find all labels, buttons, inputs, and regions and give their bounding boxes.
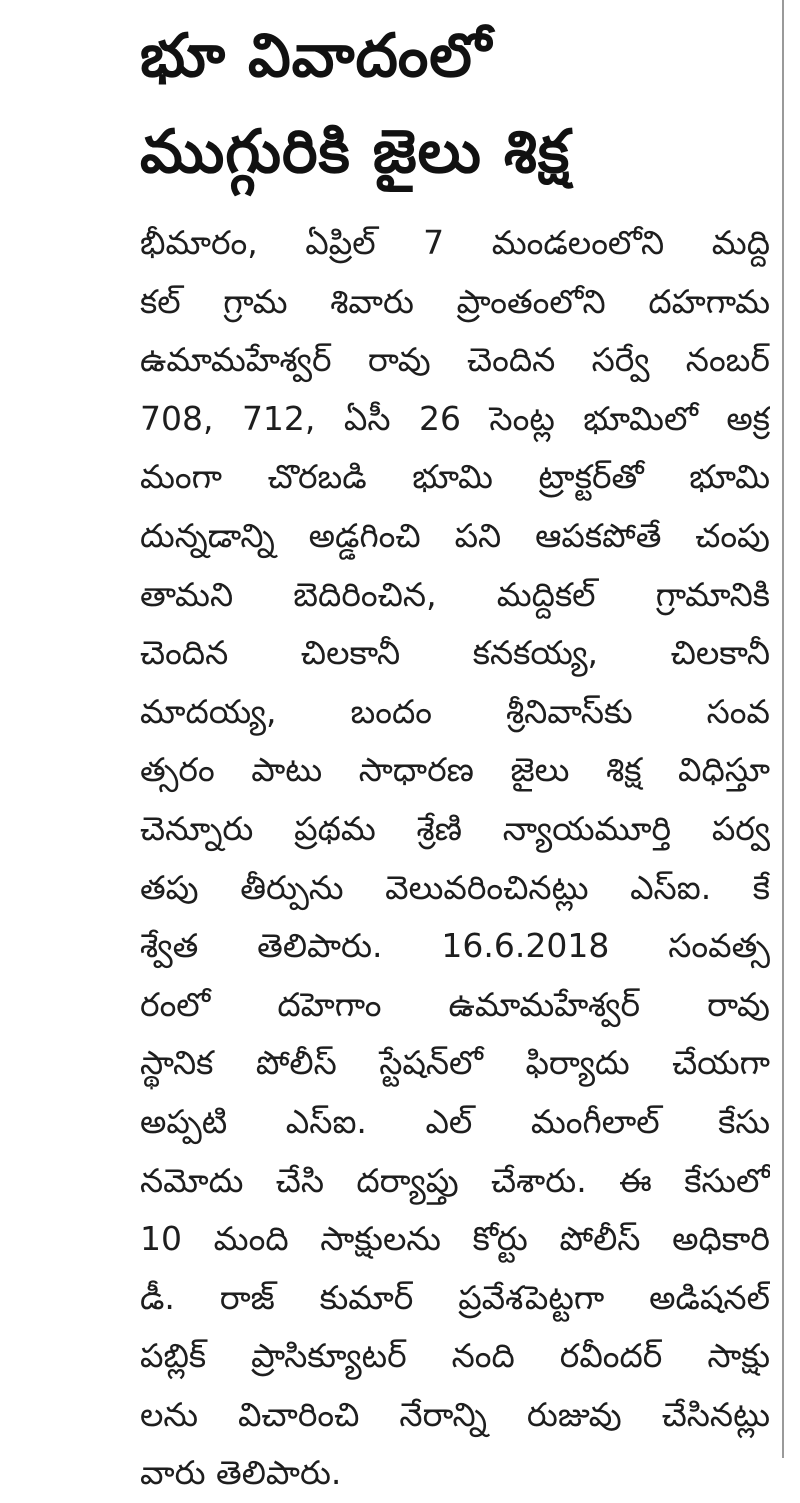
article-line: కల్ గ్రామ శివారు ప్రాంతంలోని దహగామ xyxy=(140,281,770,321)
headline-line: భూ వివాదంలో xyxy=(140,21,493,91)
article-line: ఉమామహేశ్వర్ రావు చెందిన సర్వే నంబర్ xyxy=(140,340,770,380)
article-line: శ్వేత తెలిపారు. 16.6.2018 సంవత్స xyxy=(140,926,770,966)
article-line: లను విచారించి నేరాన్ని రుజువు చేసినట్లు xyxy=(140,1394,770,1434)
article-body xyxy=(140,214,770,1503)
article-line: పబ్లిక్ ప్రాసిక్యూటర్ నంది రవీందర్ సాక్షు xyxy=(140,1336,770,1376)
article-line: డీ. రాజ్ కుమార్ ప్రవేశపెట్టగా అడిషనల్ xyxy=(140,1277,770,1317)
article-line: అప్పటి ఎస్ఐ. ఎల్ మంగీలాల్ కేసు xyxy=(140,1101,770,1141)
article-line: రంలో దహెగాం ఉమామహేశ్వర్ రావు xyxy=(140,984,770,1024)
article-line: మంగా చొరబడి భూమి ట్రాక్టర్‌తో భూమి xyxy=(140,457,770,497)
article-line: నమోదు చేసి దర్యాప్తు చేశారు. ఈ కేసులో xyxy=(140,1160,770,1200)
article-line: స్థానిక పోలీస్ స్టేషన్‌లో ఫిర్యాదు చేయగా xyxy=(140,1043,770,1083)
article-line: త్సరం పాటు సాధారణ జైలు శిక్ష విధిస్తూ xyxy=(140,750,770,790)
column-divider xyxy=(782,0,784,1458)
article-line: 10 మంది సాక్షులను కోర్టు పోలీస్ అధికారి xyxy=(140,1219,770,1259)
headline xyxy=(140,8,770,200)
article-line: వారు తెలిపారు. xyxy=(140,1453,342,1493)
article-line: తామని బెదిరించిన, మద్దికల్ గ్రామానికి xyxy=(140,574,770,614)
article-line: చెందిన చిలకానీ కనకయ్య, చిలకానీ xyxy=(140,633,770,673)
article-line: మాదయ్య, బందం శ్రీనివాస్‌కు సంవ xyxy=(140,691,770,731)
article-line: తపు తీర్పును వెలువరించినట్లు ఎస్ఐ. కే xyxy=(140,867,770,907)
article-line: భీమారం, ఏప్రిల్ 7 మండలంలోని మద్ది xyxy=(140,223,770,262)
headline-line: ముగ్గురికి జైలు శిక్ష xyxy=(140,117,571,187)
article-line: దున్నడాన్ని అడ్డగించి పని ఆపకపోతే చంపు xyxy=(140,515,770,555)
article-line: చెన్నూరు ప్రథమ శ్రేణి న్యాయమూర్తి పర్వ xyxy=(140,808,770,848)
article-line: 708, 712, ఏసీ 26 సెంట్ల భూమిలో అక్ర xyxy=(140,398,770,438)
